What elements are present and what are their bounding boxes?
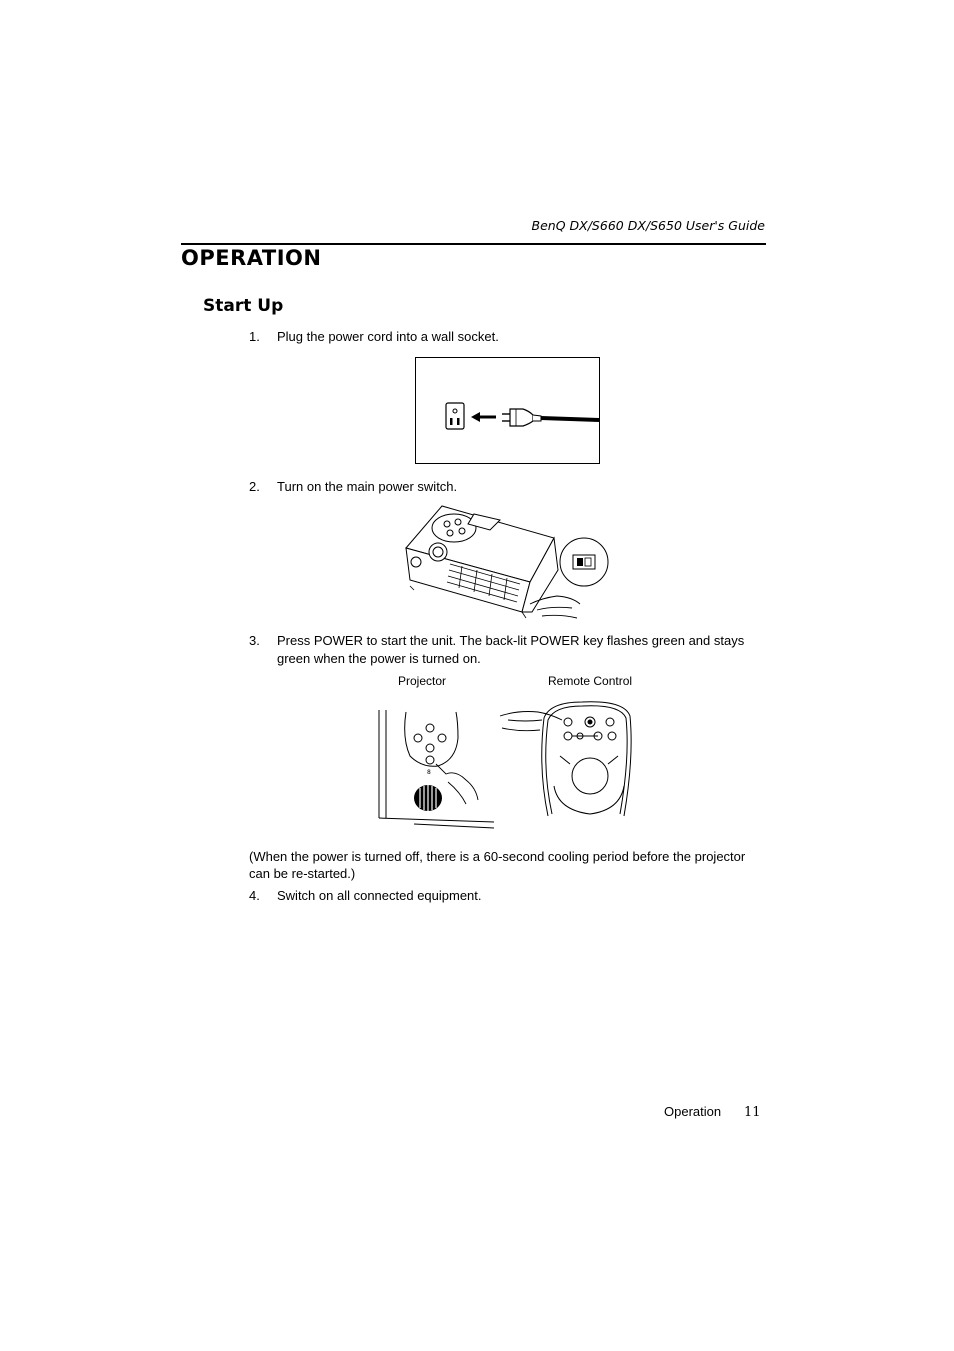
power-switch-callout xyxy=(560,538,608,586)
remote-control-figure xyxy=(498,698,638,820)
section-title: Start Up xyxy=(203,296,284,316)
step-number: 2. xyxy=(249,479,260,494)
chapter-title: OPERATION xyxy=(181,246,322,270)
svg-text:8: 8 xyxy=(427,769,431,776)
cooling-note: (When the power is turned off, there is a 60-second cooling period before the projector can be re-started.) xyxy=(249,849,746,881)
footer-section-label: Operation xyxy=(664,1104,722,1119)
step-number: 1. xyxy=(249,329,260,344)
header-rule xyxy=(181,243,766,245)
projector-power-key-figure xyxy=(376,708,496,832)
remote-caption: Remote Control xyxy=(548,674,633,688)
step-text: Press POWER to start the unit. The back-lit POWER key flashes green and stays green when the power is turned on. xyxy=(277,633,745,666)
wall-socket-figure xyxy=(415,357,601,465)
step-number: 3. xyxy=(249,633,260,648)
step-3 xyxy=(249,632,764,668)
projector-caption: Projector xyxy=(398,674,447,688)
step-text: Turn on the main power switch. xyxy=(277,479,458,494)
page-number: 11 xyxy=(744,1105,761,1120)
step-text: Switch on all connected equipment. xyxy=(277,888,482,903)
wall-socket-icon xyxy=(446,403,464,429)
step-text: Plug the power cord into a wall socket. xyxy=(277,329,499,344)
projector-power-switch-figure xyxy=(402,500,612,622)
running-header: BenQ DX/S660 DX/S650 User's Guide xyxy=(531,218,765,233)
step-number: 4. xyxy=(249,888,260,903)
